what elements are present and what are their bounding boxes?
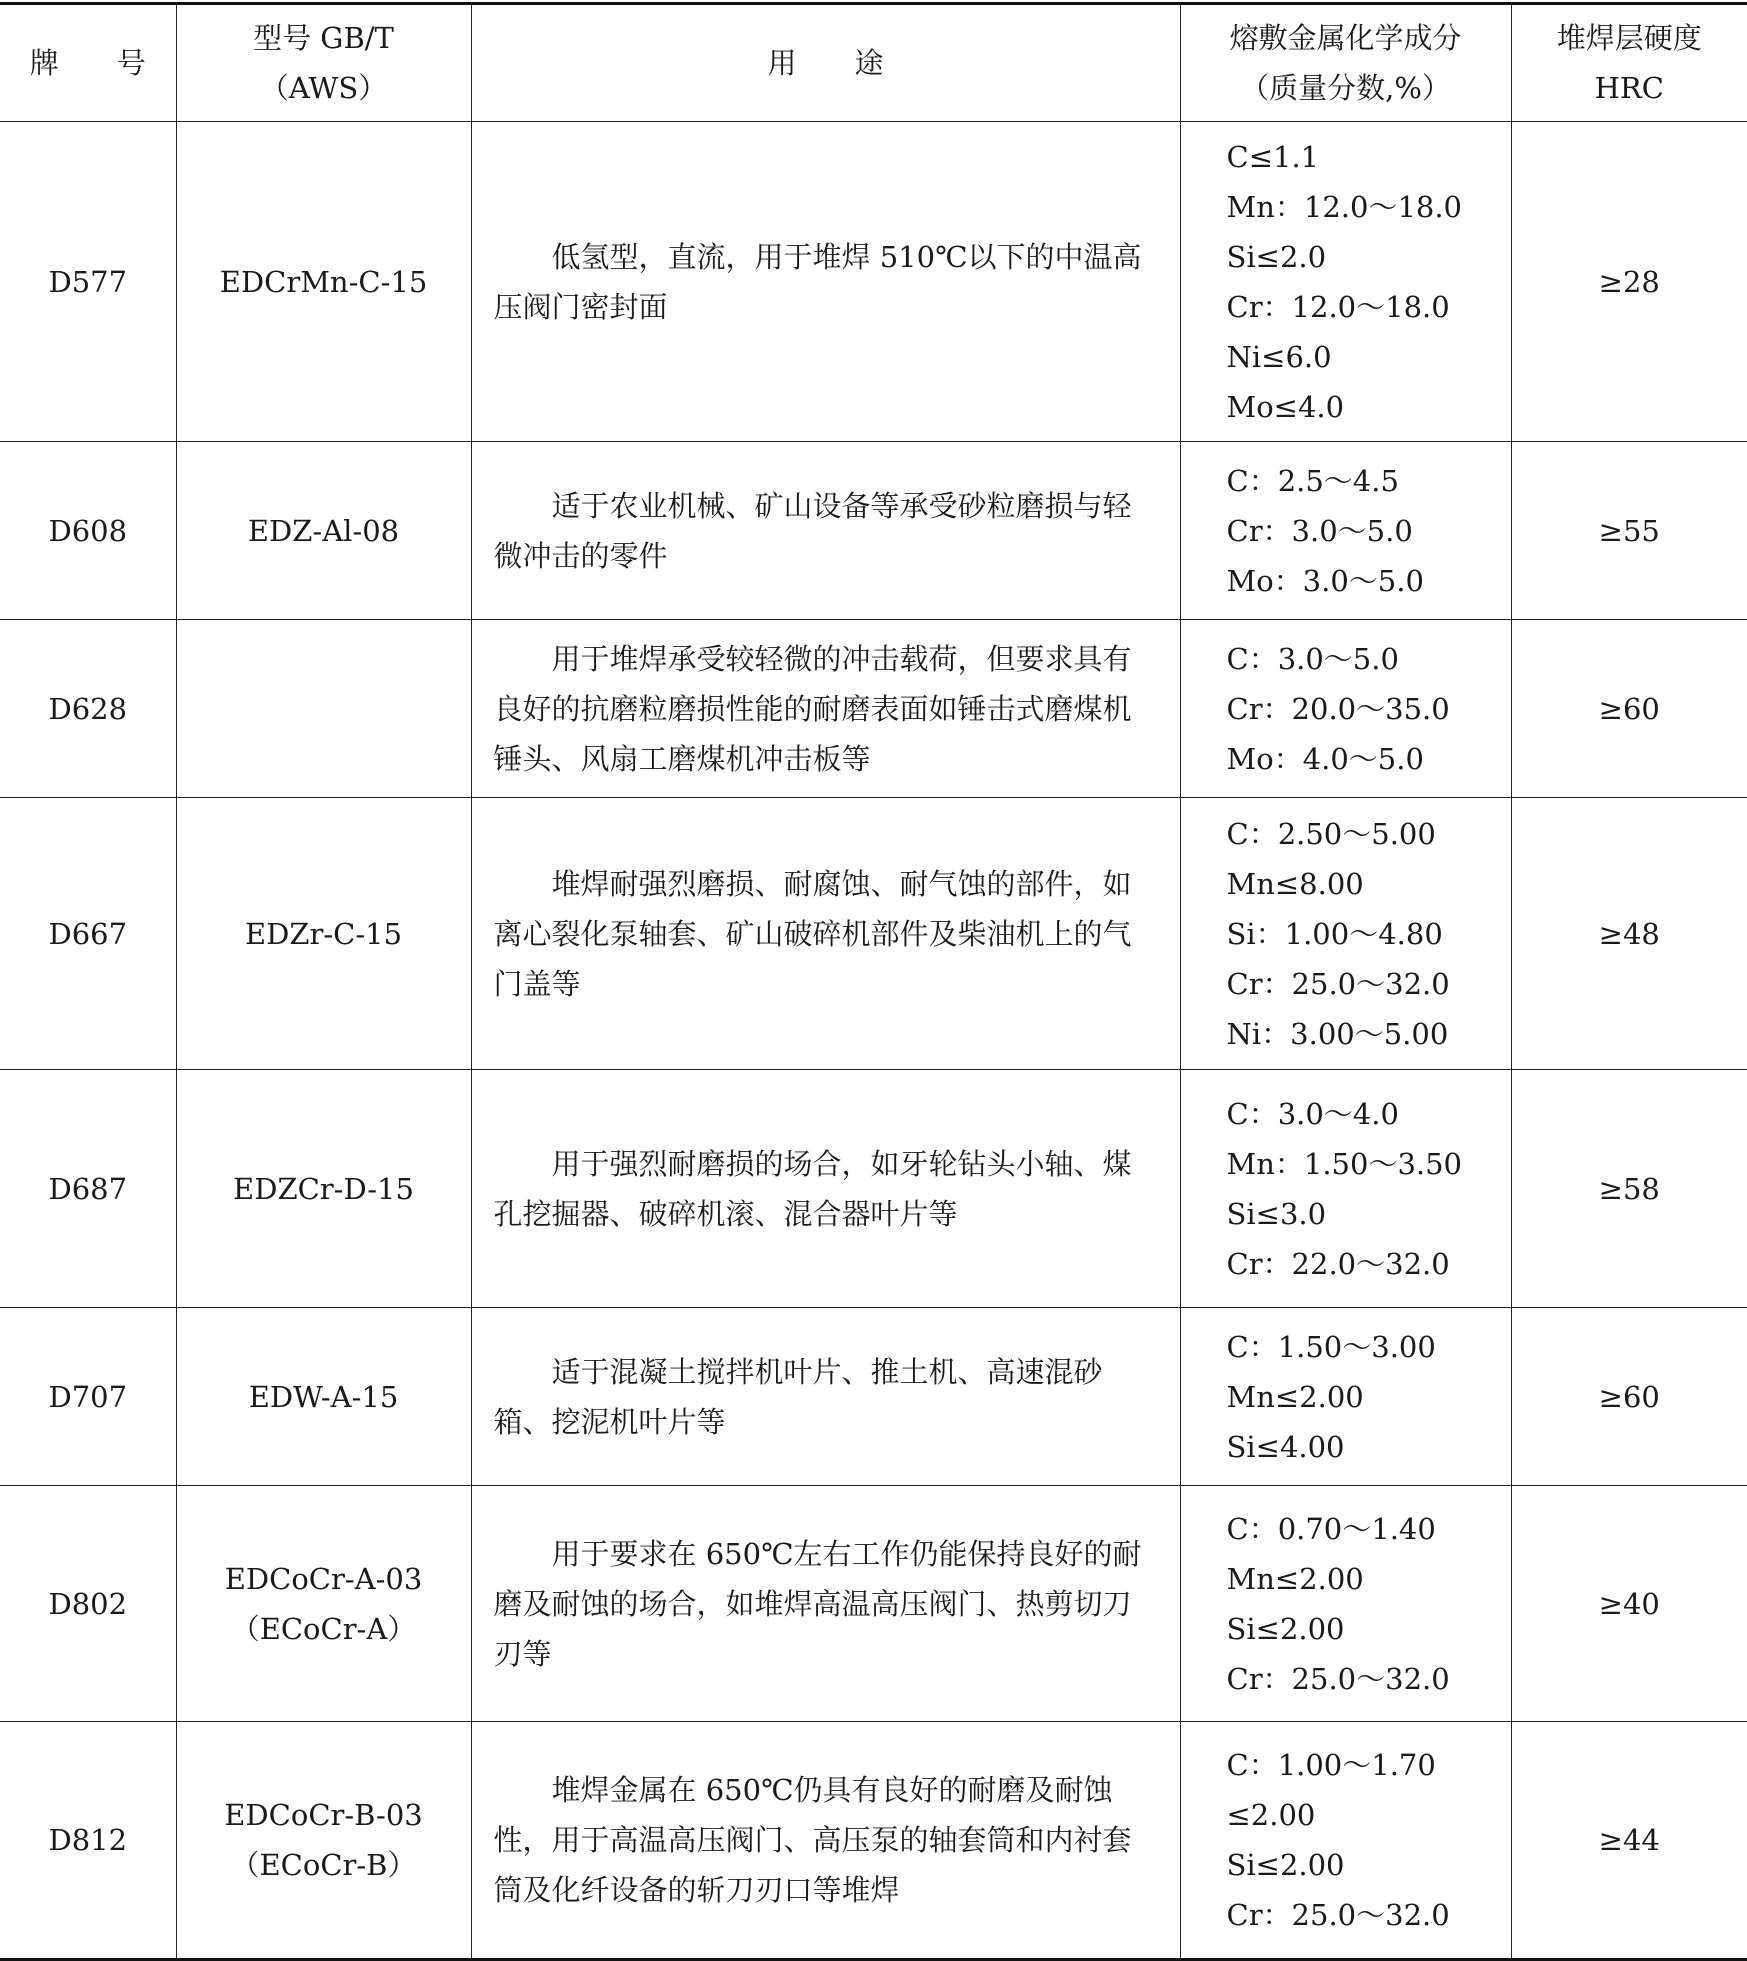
chem-line: ≤2.00 [1226,1798,1316,1832]
chem-line: Mo≤4.0 [1226,389,1345,424]
table-row [0,1486,1747,1722]
chem-line: Cr：25.0～32.0 [1226,1898,1450,1932]
cell-model: EDZCr-D-15 [176,1070,471,1308]
cell-brand: D802 [0,1486,176,1722]
cell-use: 适于农业机械、矿山设备等承受砂粒磨损与轻微冲击的零件 [471,442,1180,620]
chem-line: Mn：12.0～18.0 [1226,189,1463,224]
cell-chem [1180,1722,1511,1960]
chem-line: Mo：3.0～5.0 [1226,563,1424,598]
header-use: 用 途 [471,4,1180,122]
header-brand: 牌 号 [0,4,176,122]
cell-use: 适于混凝土搅拌机叶片、推土机、高速混砂箱、挖泥机叶片等 [471,1308,1180,1486]
cell-model: EDCrMn-C-15 [176,122,471,442]
chem-line: Mn≤2.00 [1226,1379,1364,1414]
cell-model: EDW-A-15 [176,1308,471,1486]
cell-model: EDZr-C-15 [176,798,471,1070]
chem-line: Cr：12.0～18.0 [1226,289,1450,324]
chem-line: Ni≤6.0 [1226,339,1332,374]
cell-brand: D667 [0,798,176,1070]
cell-model: EDCoCr-B-03 （ECoCr-B） [176,1722,471,1960]
chem-line: C：1.50～3.00 [1226,1329,1436,1364]
electrode-spec-table [0,2,1747,1961]
chem-line: Si≤3.0 [1226,1196,1327,1231]
chem-line: Si≤2.0 [1226,239,1327,274]
chem-line: Mo：4.0～5.0 [1226,741,1424,776]
cell-chem [1180,798,1511,1070]
cell-hrc: ≥44 [1511,1722,1747,1960]
chem-line: C：0.70～1.40 [1226,1511,1436,1546]
chem-line: Si≤4.00 [1226,1429,1345,1464]
table-row [0,122,1747,442]
table-row [0,620,1747,798]
header-chem: 熔敷金属化学成分 （质量分数,%） [1180,4,1511,122]
cell-hrc: ≥58 [1511,1070,1747,1308]
cell-model [176,620,471,798]
chem-line: Si≤2.00 [1226,1848,1345,1882]
cell-chem [1180,1070,1511,1308]
chem-line: Cr：20.0～35.0 [1226,691,1450,726]
cell-use: 堆焊耐强烈磨损、耐腐蚀、耐气蚀的部件，如离心裂化泵轴套、矿山破碎机部件及柴油机上的气门盖等 [471,798,1180,1070]
header-model: 型号 GB/T （AWS） [176,4,471,122]
chem-line: Ni：3.00～5.00 [1226,1016,1449,1051]
header-hrc: 堆焊层硬度 HRC [1511,4,1747,122]
cell-chem [1180,620,1511,798]
cell-brand: D608 [0,442,176,620]
table-row [0,1308,1747,1486]
chem-line: C：1.00～1.70 [1226,1748,1436,1782]
chem-line: Cr：3.0～5.0 [1226,513,1413,548]
cell-use: 用于强烈耐磨损的场合，如牙轮钻头小轴、煤孔挖掘器、破碎机滚、混合器叶片等 [471,1070,1180,1308]
cell-use: 低氢型，直流，用于堆焊 510℃以下的中温高压阀门密封面 [471,122,1180,442]
chem-line: Cr：25.0～32.0 [1226,966,1450,1001]
cell-brand: D812 [0,1722,176,1960]
table-row [0,1070,1747,1308]
header-row [0,4,1747,122]
chem-line: C：2.50～5.00 [1226,816,1436,851]
cell-use: 用于堆焊承受较轻微的冲击载荷，但要求具有良好的抗磨粒磨损性能的耐磨表面如锤击式磨煤机锤头、风扇工磨煤机冲击板等 [471,620,1180,798]
table-row [0,442,1747,620]
cell-chem [1180,1486,1511,1722]
table-row [0,1722,1747,1960]
cell-brand: D687 [0,1070,176,1308]
chem-line: Cr：25.0～32.0 [1226,1661,1450,1696]
cell-chem [1180,122,1511,442]
chem-line: C：3.0～5.0 [1226,641,1399,676]
cell-hrc: ≥60 [1511,620,1747,798]
cell-use: 堆焊金属在 650℃仍具有良好的耐磨及耐蚀性，用于高温高压阀门、高压泵的轴套筒和内衬套筒及化纤设备的斩刀刃口等堆焊 [471,1722,1180,1960]
chem-line: Cr：22.0～32.0 [1226,1246,1450,1281]
cell-hrc: ≥48 [1511,798,1747,1070]
chem-line: Mn：1.50～3.50 [1226,1146,1463,1181]
cell-brand: D628 [0,620,176,798]
chem-line: Si≤2.00 [1226,1611,1345,1646]
cell-chem [1180,442,1511,620]
chem-line: Mn≤8.00 [1226,866,1364,901]
cell-chem [1180,1308,1511,1486]
chem-line: C：2.5～4.5 [1226,463,1399,498]
cell-model: EDCoCr-A-03 （ECoCr-A） [176,1486,471,1722]
chem-line: Mn≤2.00 [1226,1561,1364,1596]
cell-hrc: ≥55 [1511,442,1747,620]
cell-brand: D707 [0,1308,176,1486]
chem-line: C：3.0～4.0 [1226,1096,1399,1131]
table-row [0,798,1747,1070]
cell-hrc: ≥40 [1511,1486,1747,1722]
cell-hrc: ≥28 [1511,122,1747,442]
chem-line: Si：1.00～4.80 [1226,916,1443,951]
table-body [0,122,1747,1960]
chem-line: C≤1.1 [1226,139,1320,174]
cell-brand: D577 [0,122,176,442]
cell-use: 用于要求在 650℃左右工作仍能保持良好的耐磨及耐蚀的场合，如堆焊高温高压阀门、热剪切刀刃等 [471,1486,1180,1722]
cell-hrc: ≥60 [1511,1308,1747,1486]
cell-model: EDZ-Al-08 [176,442,471,620]
